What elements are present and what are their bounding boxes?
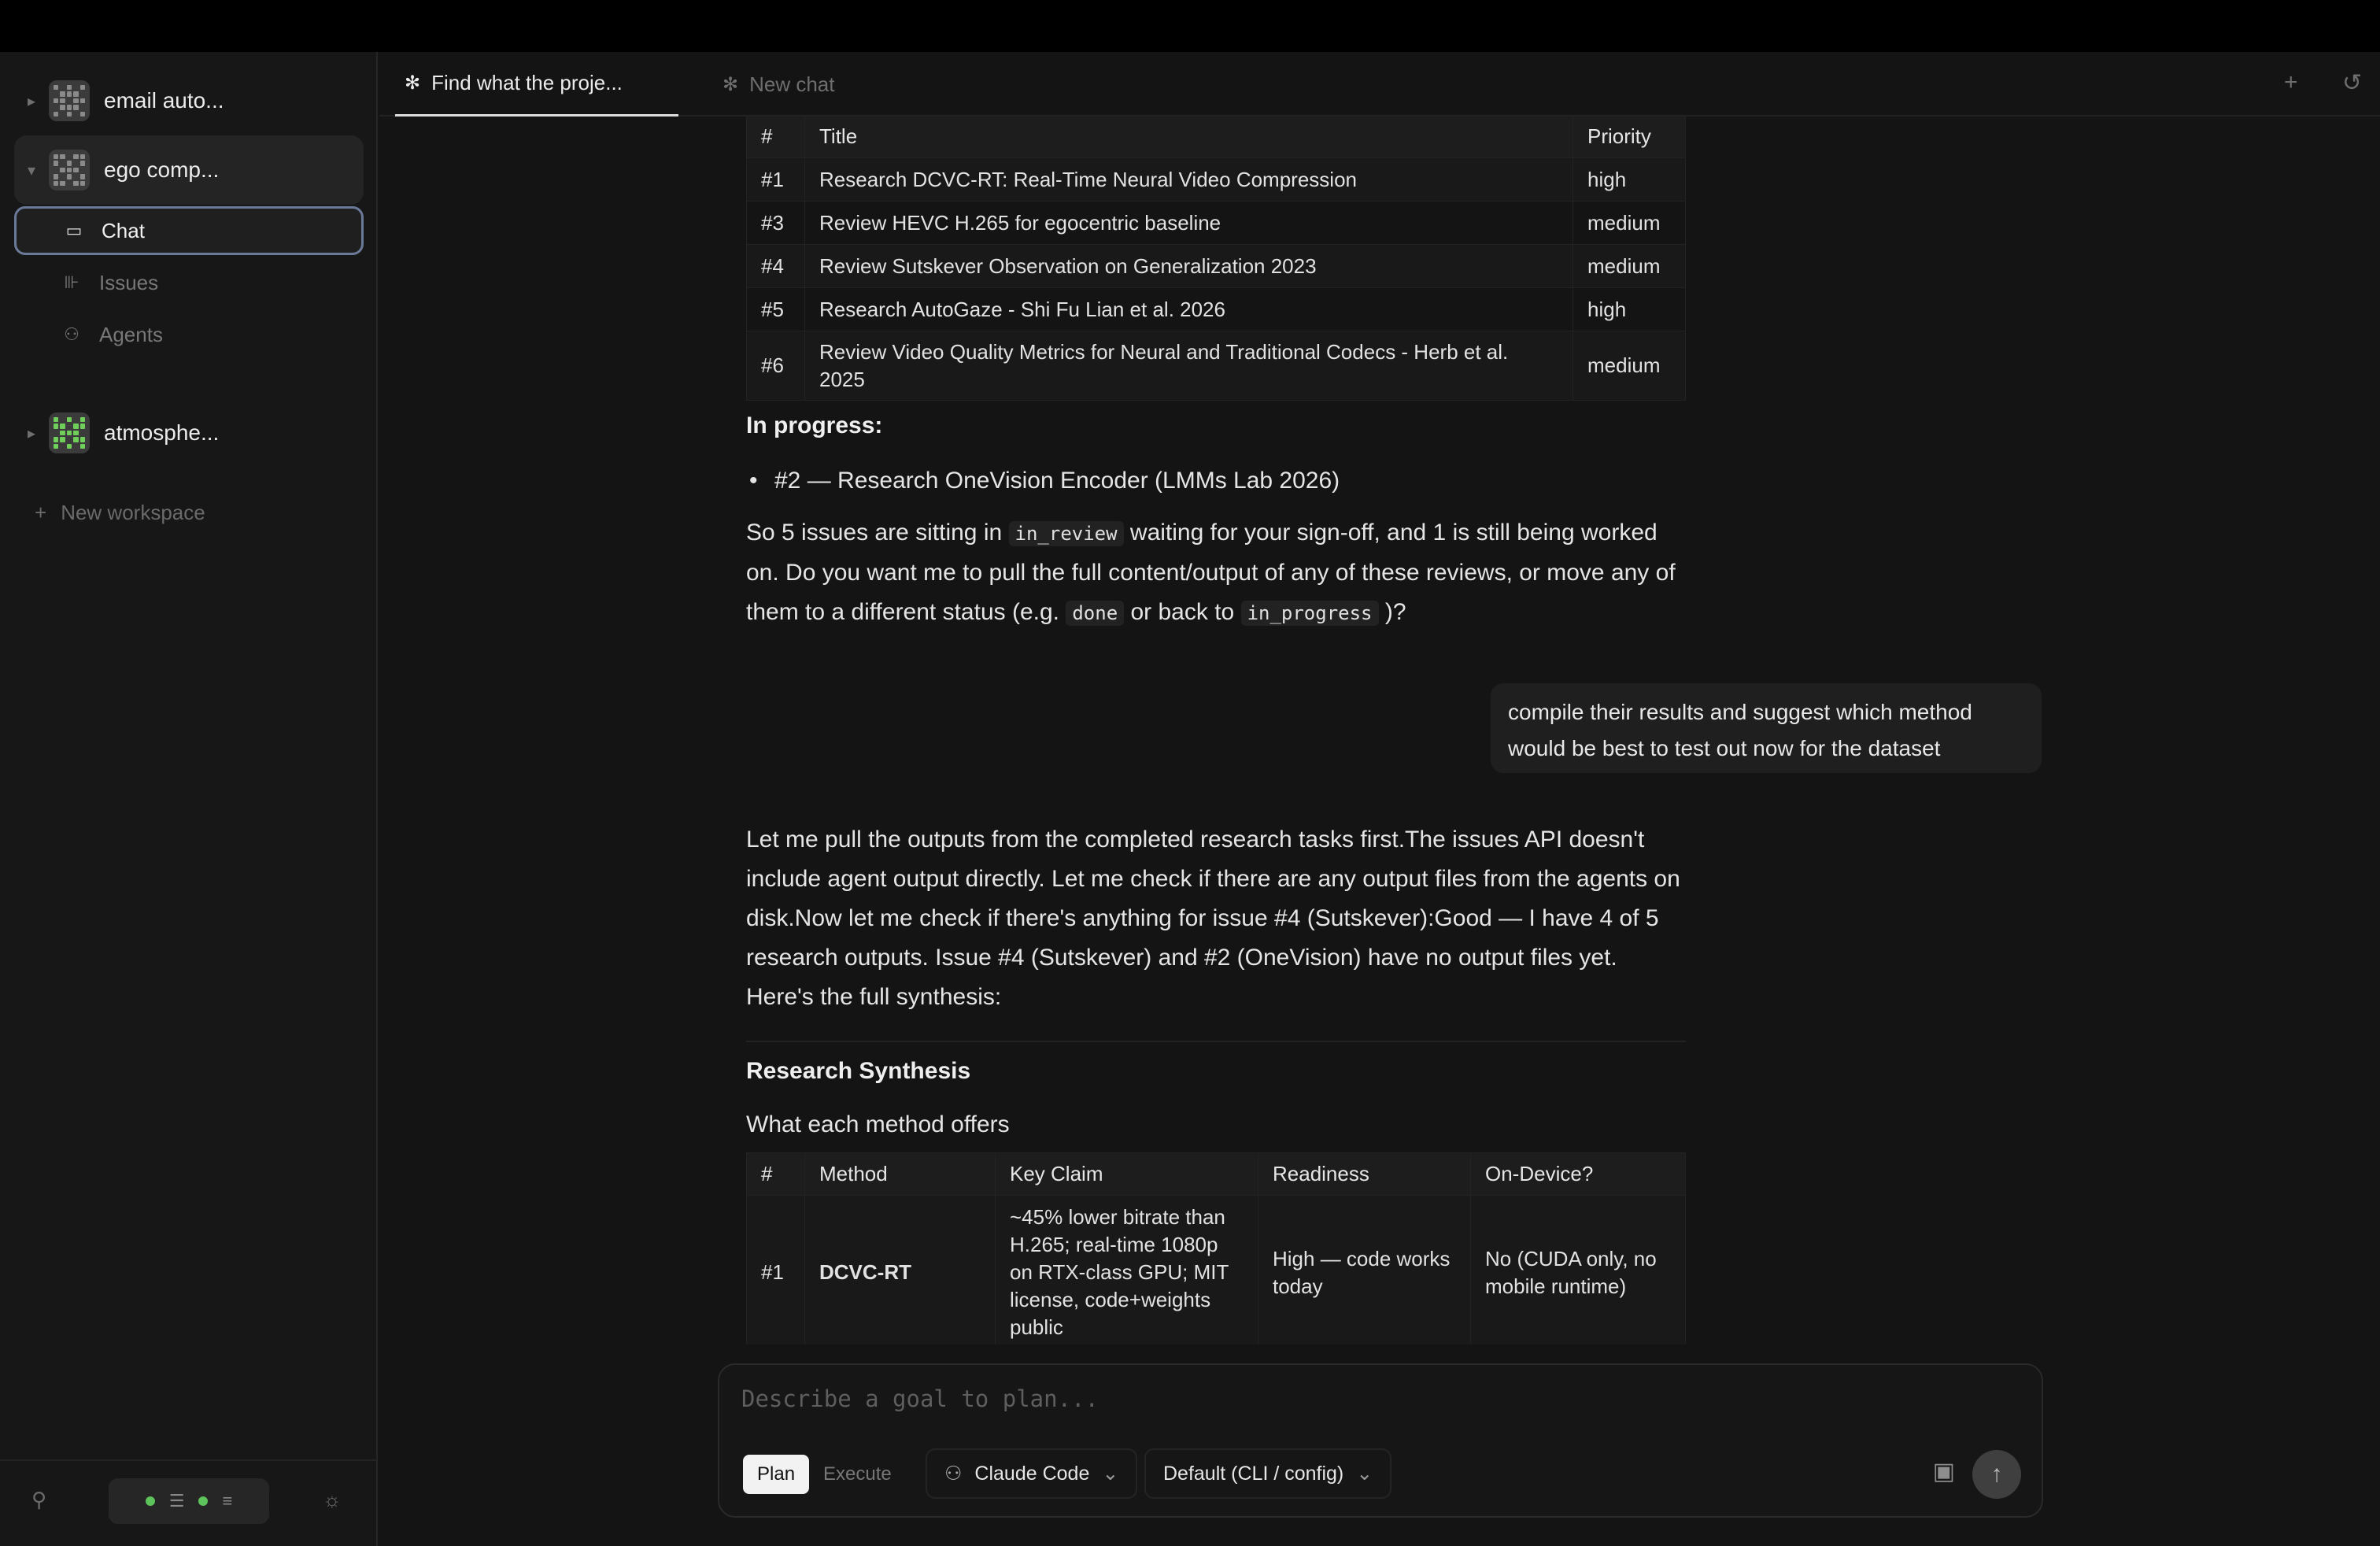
column-header: # xyxy=(747,1153,805,1196)
issue-title: Research DCVC-RT: Real-Time Neural Video Compression xyxy=(805,158,1573,202)
workspace-avatar xyxy=(49,150,90,190)
method-number: #1 xyxy=(747,1196,805,1345)
server-icon: ☰ xyxy=(168,1491,185,1511)
chevron-down-icon[interactable]: ▾ xyxy=(27,161,36,179)
sidebar-item-issues[interactable] xyxy=(14,258,364,307)
column-header: Key Claim xyxy=(996,1153,1258,1196)
issue-title: Research AutoGaze - Shi Fu Lian et al. 2026 xyxy=(805,288,1573,331)
plan-mode-button[interactable]: Plan xyxy=(743,1455,809,1494)
column-header: Method xyxy=(805,1153,996,1196)
issue-number: #1 xyxy=(747,158,805,202)
database-status-dot xyxy=(198,1496,208,1506)
status-code: in_progress xyxy=(1241,601,1379,626)
chevron-down-icon: ⌄ xyxy=(1356,1463,1373,1485)
sidebar-item-label: Issues xyxy=(99,270,159,294)
sidebar-item-agents[interactable] xyxy=(14,310,364,359)
send-button[interactable] xyxy=(1972,1450,2021,1499)
model-select[interactable] xyxy=(1144,1448,1391,1499)
robot-icon: ⚇ xyxy=(64,324,79,344)
issue-number: #3 xyxy=(747,202,805,245)
status-code: done xyxy=(1066,601,1124,626)
issue-title: Review Sutskever Observation on Generalization 2023 xyxy=(805,245,1573,288)
issue-priority: medium xyxy=(1573,245,1686,288)
sidebar-item-label: Agents xyxy=(99,322,163,346)
workspace-avatar xyxy=(49,80,90,121)
summary-paragraph xyxy=(746,513,1686,633)
table-row xyxy=(747,158,1686,202)
workspace-avatar xyxy=(49,412,90,453)
issue-number: #6 xyxy=(747,331,805,401)
server-status-dot xyxy=(146,1496,155,1506)
summary-text: )? xyxy=(1384,599,1406,625)
plus-icon: + xyxy=(35,501,47,524)
database-icon: ≡ xyxy=(222,1491,233,1511)
github-icon[interactable]: ⚲ xyxy=(31,1488,47,1511)
model-select-label: Default (CLI / config) xyxy=(1163,1462,1344,1485)
workspace-atmosphere[interactable] xyxy=(14,398,364,468)
workspace-name: atmosphe... xyxy=(104,420,220,445)
method-key-claim: ~45% lower bitrate than H.265; real-time 1080p on RTX-class GPU; MIT license, code+weights public xyxy=(996,1196,1258,1345)
robot-icon: ⚇ xyxy=(944,1463,963,1485)
image-attach-icon[interactable]: ▣ xyxy=(1932,1459,1955,1485)
arrow-up-icon: ↑ xyxy=(1990,1461,2003,1487)
column-header: Title xyxy=(805,117,1573,158)
tab-new-chat[interactable] xyxy=(713,52,949,117)
tab-bar xyxy=(379,52,2380,117)
composer xyxy=(718,1363,2043,1518)
methods-table-wrapper xyxy=(746,1152,1686,1344)
column-header: Readiness xyxy=(1258,1153,1471,1196)
column-header: # xyxy=(747,117,805,158)
kanban-icon: ⊪ xyxy=(64,272,79,292)
column-header: Priority xyxy=(1573,117,1686,158)
tab-find-project[interactable] xyxy=(395,52,678,117)
status-code: in_review xyxy=(1009,521,1124,546)
tab-label: New chat xyxy=(749,72,835,96)
sidebar-item-label: Chat xyxy=(102,218,145,242)
issue-priority: high xyxy=(1573,288,1686,331)
tab-label: Find what the proje... xyxy=(431,71,623,94)
workspace-ego[interactable] xyxy=(14,135,364,205)
issues-table-wrapper xyxy=(746,117,1686,401)
workspace-email[interactable] xyxy=(14,66,364,135)
in-progress-list xyxy=(746,461,1686,501)
window-top-bar xyxy=(0,0,2380,52)
new-workspace-label: New workspace xyxy=(61,501,205,524)
method-readiness: High — code works today xyxy=(1258,1196,1471,1345)
sidebar xyxy=(0,52,378,1546)
table-row xyxy=(747,288,1686,331)
methods-table xyxy=(746,1152,1686,1344)
summary-text: waiting for your sign-off, and 1 is still being worked on. Do you want me to pull the full content/output of any of these reviews, or move any of them to a different status (e.g. xyxy=(746,520,1676,625)
table-row xyxy=(747,1196,1686,1345)
sidebar-footer xyxy=(0,1459,376,1546)
agent-select-label: Claude Code xyxy=(974,1462,1090,1485)
execute-mode-button[interactable]: Execute xyxy=(823,1463,892,1485)
sidebar-item-chat[interactable] xyxy=(14,206,364,255)
chat-icon: ▭ xyxy=(65,220,83,240)
column-header: On-Device? xyxy=(1471,1153,1686,1196)
synthesis-subheading: What each method offers xyxy=(746,1111,1010,1137)
status-indicators[interactable] xyxy=(109,1478,269,1524)
mode-toggle xyxy=(743,1455,906,1494)
chevron-right-icon[interactable]: ▸ xyxy=(27,424,36,442)
workspace-name: email auto... xyxy=(104,88,224,113)
workspace-name: ego comp... xyxy=(104,157,220,182)
issue-priority: high xyxy=(1573,158,1686,202)
user-message-bubble: compile their results and suggest which method would be best to test out now for the dataset xyxy=(1491,683,2042,773)
issue-number: #4 xyxy=(747,245,805,288)
table-row xyxy=(747,245,1686,288)
synthesis-heading: Research Synthesis xyxy=(746,1058,971,1084)
assistant-reply: Let me pull the outputs from the completed research tasks first.The issues API doesn't include agent output directly. Let me check if there are any output files from the agents on disk.Now let me check if there's anything for issue #4 (Sutskever):Good — I have 4 of 5 research outputs. Issue #4 (Sutskever) and #2 (OneVision) have no output files yet. Here's the full synthesis: xyxy=(746,827,1680,1010)
history-icon[interactable]: ↺ xyxy=(2342,70,2363,96)
summary-text: So 5 issues are sitting in xyxy=(746,520,1003,546)
sparkle-icon: ✻ xyxy=(405,72,421,94)
issues-table xyxy=(746,117,1686,401)
issue-number: #5 xyxy=(747,288,805,331)
chevron-down-icon: ⌄ xyxy=(1102,1463,1119,1485)
table-row xyxy=(747,331,1686,401)
chevron-right-icon[interactable]: ▸ xyxy=(27,92,36,110)
table-row xyxy=(747,202,1686,245)
bullet: • xyxy=(749,468,758,494)
issue-title: Review HEVC H.265 for egocentric baseline xyxy=(805,202,1573,245)
sparkle-icon: ✻ xyxy=(722,73,739,95)
issue-priority: medium xyxy=(1573,331,1686,401)
agent-select[interactable] xyxy=(926,1448,1137,1499)
in-progress-heading: In progress: xyxy=(746,412,883,438)
new-workspace-button[interactable] xyxy=(35,501,205,525)
new-tab-icon[interactable]: + xyxy=(2284,69,2298,95)
issue-title: Review Video Quality Metrics for Neural and Traditional Codecs - Herb et al. 2025 xyxy=(805,331,1573,401)
method-on-device: No (CUDA only, no mobile runtime) xyxy=(1471,1196,1686,1345)
theme-toggle-icon[interactable]: ☼ xyxy=(323,1488,342,1511)
goal-input[interactable]: Describe a goal to plan... xyxy=(741,1385,1099,1412)
section-divider xyxy=(746,1041,1686,1042)
issue-priority: medium xyxy=(1573,202,1686,245)
list-item: #2 — Research OneVision Encoder (LMMs Lab 2026) xyxy=(774,468,1340,494)
summary-text: or back to xyxy=(1130,599,1235,625)
chat-transcript[interactable] xyxy=(379,117,2380,1344)
method-name: DCVC-RT xyxy=(805,1196,996,1345)
